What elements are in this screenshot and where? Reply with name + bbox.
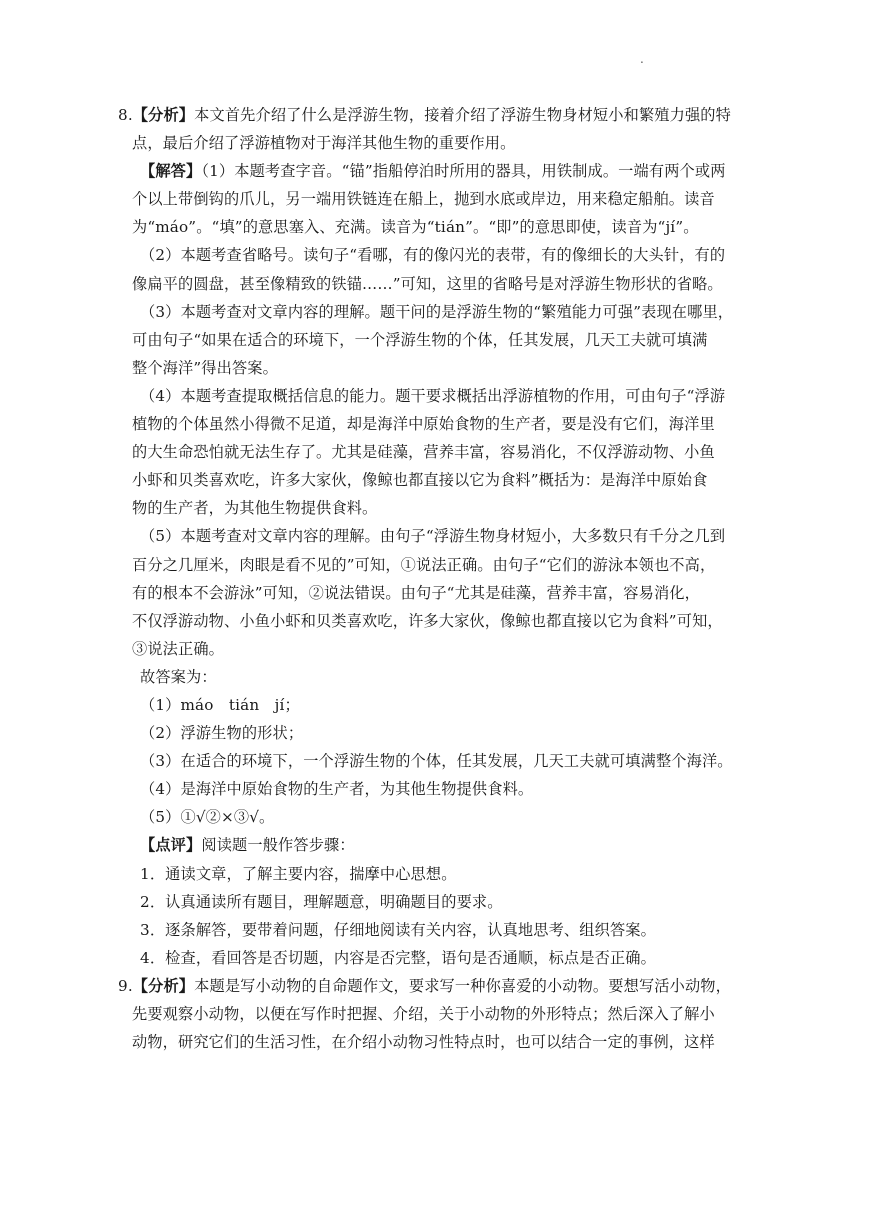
paragraph-line: 为“máo”。“填”的意思塞入、充满。读音为“tián”。“即”的意思即使，读音为“jí”。 bbox=[132, 218, 699, 237]
final-answer-title: 故答案为： bbox=[140, 667, 217, 686]
question-number: 9. bbox=[118, 976, 133, 995]
paragraph-line: 动物，研究它们的生活习性，在介绍小动物习性特点时，也可以结合一定的事例，这样 bbox=[132, 1033, 715, 1052]
q8-analysis-line bbox=[118, 101, 752, 129]
paragraph-line: 百分之几厘米，肉眼是看不见的”可知，①说法正确。由句子“它们的游泳本领也不高， bbox=[132, 555, 716, 574]
final-answer-item: （2）浮游生物的形状； bbox=[140, 724, 304, 743]
paragraph-line: （5）本题考查对文章内容的理解。由句子“浮游生物身材短小，大多数只有千分之几到 bbox=[140, 527, 726, 546]
paragraph-line: 物的生产者，为其他生物提供食料。 bbox=[132, 499, 378, 518]
comment-tag: 【点评】 bbox=[140, 836, 202, 855]
answer-tag: 【解答】 bbox=[140, 162, 202, 181]
paragraph-line: （3）本题考查对文章内容的理解。题干问的是浮游生物的“繁殖能力可强”表现在哪里， bbox=[140, 302, 734, 321]
paragraph-line: （4）本题考查提取概括信息的能力。题干要求概括出浮游植物的作用，可由句子“浮游 bbox=[140, 386, 726, 405]
paragraph-line: 植物的个体虽然小得微不足道，却是海洋中原始食物的生产者，要是没有它们，海洋里 bbox=[132, 415, 715, 434]
final-answer-item: （4）是海洋中原始食物的生产者，为其他生物提供食料。 bbox=[140, 780, 534, 799]
paragraph-line: 整个海洋”得出答案。 bbox=[132, 358, 278, 377]
header-mark: . bbox=[640, 52, 644, 66]
q9-analysis-line bbox=[118, 972, 752, 1000]
paragraph-line: 有的根本不会游泳”可知，②说法错误。由句子“尤其是硅藻，营养丰富，容易消化， bbox=[132, 583, 700, 602]
comment-step: 1．通读文章，了解主要内容，揣摩中心思想。 bbox=[140, 864, 457, 883]
paragraph-line: 先要观察小动物，以便在写作时把握、介绍，关于小动物的外形特点；然后深入了解小 bbox=[132, 1005, 715, 1023]
final-answer-item: （1）máo tián jí； bbox=[140, 695, 300, 714]
paragraph-text: 本文首先介绍了什么是浮游生物，接着介绍了浮游生物身材短小和繁殖力强的特 bbox=[194, 106, 731, 124]
paragraph-line: 可由句子“如果在适合的环境下，一个浮游生物的个体，任其发展，几天工夫就可填满 bbox=[132, 330, 708, 349]
comment-step: 3．逐条解答，要带着问题，仔细地阅读有关内容，认真地思考、组织答案。 bbox=[140, 920, 656, 939]
paragraph-line: 不仅浮游动物、小鱼小虾和贝类喜欢吃，许多大家伙，像鲸也都直接以它为食料”可知， bbox=[132, 611, 723, 630]
final-answer-item: （3）在适合的环境下，一个浮游生物的个体，任其发展，几天工夫就可填满整个海洋。 bbox=[140, 752, 733, 771]
paragraph-line: 的大生命恐怕就无法生存了。尤其是硅藻，营养丰富，容易消化，不仅浮游动物、小鱼 bbox=[132, 443, 715, 462]
paragraph-text: 本题是写小动物的自命题作文，要求写一种你喜爱的小动物。要想写活小动物， bbox=[194, 976, 731, 995]
paragraph-line: 个以上带倒钩的爪儿，另一端用铁链连在船上，抛到水底或岸边，用来稳定船舶。读音 bbox=[132, 190, 715, 209]
paragraph-line: 小虾和贝类喜欢吃，许多大家伙，像鲸也都直接以它为食料”概括为：是海洋中原始食 bbox=[132, 471, 708, 490]
paragraph-text: （1）本题考查字音。“锚”指船停泊时所用的器具，用铁制成。一端有两个或两 bbox=[201, 162, 726, 181]
paragraph-line: ③说法正确。 bbox=[132, 639, 225, 658]
comment-step: 2．认真通读所有题目，理解题意，明确题目的要求。 bbox=[140, 892, 503, 911]
paragraph-line: 点，最后介绍了浮游植物对于海洋其他生物的重要作用。 bbox=[132, 134, 516, 153]
document-body bbox=[118, 101, 752, 1056]
final-answer-item: （5）①√②×③√。 bbox=[140, 808, 275, 827]
q8-comment-line bbox=[132, 831, 752, 859]
comment-step: 4．检查，看回答是否切题，内容是否完整，语句是否通顺，标点是否正确。 bbox=[140, 948, 656, 967]
paragraph-line: 像扁平的圆盘，甚至像精致的铁锚……”可知，这里的省略号是对浮游生物形状的省略。 bbox=[132, 274, 723, 293]
paragraph-line: （2）本题考查省略号。读句子“看哪，有的像闪光的表带，有的像细长的大头针，有的 bbox=[140, 246, 726, 265]
analysis-tag: 【分析】 bbox=[132, 976, 195, 995]
analysis-tag: 【分析】 bbox=[132, 106, 195, 124]
q8-answer-line bbox=[132, 157, 752, 185]
paragraph-text: 阅读题一般作答步骤： bbox=[201, 836, 355, 855]
question-number: 8. bbox=[118, 106, 133, 124]
